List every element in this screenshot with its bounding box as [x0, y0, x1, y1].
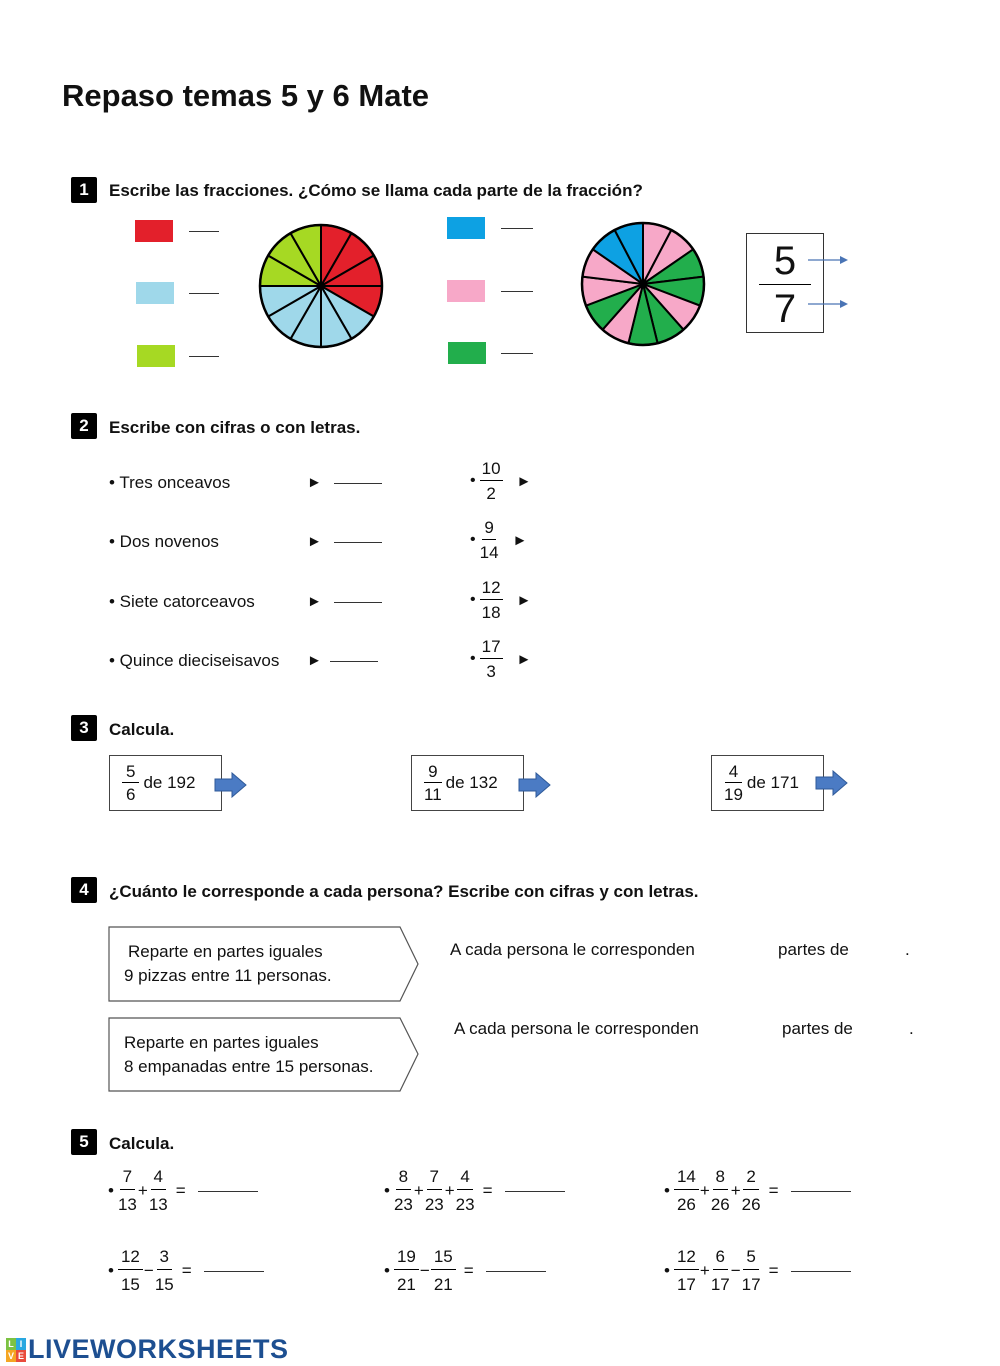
denominator: 13: [117, 1195, 137, 1214]
numerator: 7: [120, 1168, 135, 1190]
calc-text: de 192: [143, 773, 196, 792]
arrow-icon: ►: [307, 533, 322, 550]
denominator: 6: [126, 785, 136, 804]
denominator: 2: [486, 484, 496, 503]
operator: +: [444, 1180, 455, 1200]
answer-blank[interactable]: [791, 1270, 851, 1272]
fraction: [711, 1248, 730, 1293]
equals-sign: =: [463, 1260, 474, 1280]
numerator: 14: [674, 1168, 699, 1190]
bullet: •: [108, 1180, 114, 1200]
swatch-red: [135, 220, 173, 242]
equals-sign: =: [175, 1180, 186, 1200]
denominator: 21: [433, 1275, 453, 1294]
fraction: [394, 1248, 419, 1293]
fraction: [742, 1168, 761, 1213]
problem-text-line2: 9 pizzas entre 11 personas.: [124, 966, 332, 985]
bullet: •: [384, 1260, 390, 1280]
section-3-heading: Calcula.: [109, 720, 175, 739]
fraction: [674, 1168, 699, 1213]
fraction-operation: [384, 1248, 546, 1293]
bullet: •: [470, 472, 476, 489]
problem-callout-shape: [108, 1017, 420, 1095]
fraction: [431, 1248, 456, 1293]
swatch-lightblue: [136, 282, 174, 304]
section-4-heading: ¿Cuánto le corresponde a cada persona? Escribe con cifras y con letras.: [109, 882, 699, 901]
denominator: 17: [741, 1275, 761, 1294]
equals-sign: =: [768, 1260, 779, 1280]
bullet: •: [664, 1180, 670, 1200]
fraction-circle-1: [256, 220, 386, 352]
bullet: •: [384, 1180, 390, 1200]
page-title: Repaso temas 5 y 6 Mate: [62, 78, 430, 113]
swatch-green: [448, 342, 486, 364]
numerator: 5: [743, 1248, 758, 1270]
numerator: 5: [122, 763, 139, 783]
numerator: 6: [713, 1248, 728, 1270]
numerator: 12: [118, 1248, 143, 1270]
fraction: [674, 1248, 699, 1293]
fraction-item: [470, 460, 531, 502]
answer-blank-pink[interactable]: [501, 291, 533, 292]
example-fraction-bar: [759, 284, 811, 285]
answer-blank[interactable]: [334, 483, 382, 484]
numerator: 9: [424, 763, 441, 783]
bullet: •: [108, 1260, 114, 1280]
fraction-circle-2: [578, 218, 708, 350]
answer-blank[interactable]: [334, 542, 382, 543]
fraction: [425, 1168, 444, 1213]
problem-callout-shape: [108, 926, 420, 1004]
numerator: 4: [457, 1168, 472, 1190]
denominator: 15: [120, 1275, 140, 1294]
problem-text-line2: 8 empanadas entre 15 personas.: [124, 1057, 374, 1076]
numerator: 19: [394, 1248, 419, 1270]
numerator: 7: [427, 1168, 442, 1190]
numerator: 9: [482, 519, 495, 540]
arrow-icon: ►: [512, 531, 528, 549]
fraction: [742, 1248, 761, 1293]
bullet: •: [470, 650, 476, 667]
answer-sentence-c: .: [909, 1019, 914, 1038]
fraction-item: [470, 638, 531, 680]
arrow-icon: ►: [516, 650, 532, 668]
fraction-item: [470, 579, 531, 621]
example-numerator: 5: [773, 239, 797, 283]
answer-blank[interactable]: [204, 1270, 264, 1272]
numerator: 12: [480, 579, 503, 600]
swatch-blue: [447, 217, 485, 239]
denominator: 17: [676, 1275, 696, 1294]
arrow-icon: ►: [307, 652, 322, 669]
answer-sentence-c: .: [905, 940, 910, 959]
denominator: 18: [481, 603, 501, 622]
fraction: [118, 1248, 143, 1293]
answer-sentence-b: partes de: [782, 1019, 853, 1038]
section-4-number: 4: [71, 877, 97, 903]
denominator: 26: [676, 1195, 696, 1214]
answer-blank-blue[interactable]: [501, 228, 533, 229]
bullet: •: [664, 1260, 670, 1280]
section-3-number: 3: [71, 715, 97, 741]
denominator: 26: [710, 1195, 730, 1214]
arrow-icon: ►: [516, 472, 532, 490]
fraction-operation: [108, 1168, 258, 1213]
numerator: 8: [713, 1168, 728, 1190]
answer-blank-green[interactable]: [501, 353, 533, 354]
denominator: 13: [148, 1195, 168, 1214]
answer-blank-red[interactable]: [189, 231, 219, 232]
logo-text: LIVEWORKSHEETS: [28, 1334, 289, 1364]
fraction: [711, 1168, 730, 1213]
fraction-operation: [108, 1248, 264, 1293]
calc-box: [109, 755, 222, 811]
denominator: 3: [486, 662, 496, 681]
swatch-lime: [137, 345, 175, 367]
word-item: • Quince dieciseisavos: [109, 651, 280, 670]
word-item: • Tres onceavos: [109, 473, 231, 492]
arrow-icon: ►: [307, 593, 322, 610]
numerator: 4: [725, 763, 742, 783]
fraction-item: [470, 519, 527, 561]
denominator: 21: [396, 1275, 416, 1294]
liveworksheets-logo: [6, 1334, 289, 1365]
answer-blank[interactable]: [486, 1270, 546, 1272]
answer-blank[interactable]: [330, 661, 378, 662]
operator: −: [419, 1260, 430, 1280]
numerator: 10: [480, 460, 503, 481]
calc-text: de 171: [746, 773, 799, 792]
operator: +: [699, 1180, 710, 1200]
answer-blank[interactable]: [791, 1190, 851, 1192]
word-item: • Siete catorceavos: [109, 592, 255, 611]
numerator: 17: [480, 638, 503, 659]
fraction-operation: [384, 1168, 565, 1213]
arrow-icon: ►: [516, 591, 532, 609]
numerator: 15: [431, 1248, 456, 1270]
numerator: 2: [743, 1168, 758, 1190]
right-arrow-icon[interactable]: [214, 772, 248, 798]
fraction-operation: [664, 1168, 851, 1213]
right-arrow-icon[interactable]: [518, 772, 552, 798]
section-2-heading: Escribe con cifras o con letras.: [109, 418, 361, 437]
answer-sentence-a: A cada persona le corresponden: [454, 1019, 699, 1038]
section-1-number: 1: [71, 177, 97, 203]
problem-text-line1: Reparte en partes iguales: [124, 1033, 319, 1052]
numerator: 8: [396, 1168, 411, 1190]
operator: +: [730, 1180, 741, 1200]
denominator: 15: [154, 1275, 174, 1294]
equals-sign: =: [482, 1180, 493, 1200]
numerator: 3: [157, 1248, 172, 1270]
section-1-heading: Escribe las fracciones. ¿Cómo se llama cada parte de la fracción?: [109, 181, 643, 200]
arrow-icon: ►: [307, 474, 322, 491]
denominator: 23: [455, 1195, 475, 1214]
problem-text-line1: Reparte en partes iguales: [128, 942, 323, 961]
answer-sentence-a: A cada persona le corresponden: [450, 940, 695, 959]
swatch-pink: [447, 280, 485, 302]
example-denominator: 7: [773, 287, 797, 331]
denominator: 23: [393, 1195, 413, 1214]
answer-blank-lime[interactable]: [189, 356, 219, 357]
operator: +: [413, 1180, 424, 1200]
answer-blank[interactable]: [334, 602, 382, 603]
word-item: • Dos novenos: [109, 532, 219, 551]
denominator: 17: [710, 1275, 730, 1294]
answer-blank[interactable]: [505, 1190, 565, 1192]
equals-sign: =: [181, 1260, 192, 1280]
numerator: 4: [151, 1168, 166, 1190]
operator: −: [730, 1260, 741, 1280]
denominator: 23: [424, 1195, 444, 1214]
calc-box: [411, 755, 524, 811]
fraction: [394, 1168, 413, 1213]
denominator: 11: [424, 785, 442, 804]
answer-sentence-b: partes de: [778, 940, 849, 959]
fraction: [155, 1248, 174, 1293]
operator: +: [699, 1260, 710, 1280]
bullet: •: [470, 591, 476, 608]
answer-blank[interactable]: [198, 1190, 258, 1192]
fraction: [456, 1168, 475, 1213]
part-name-arrows: [806, 252, 850, 312]
answer-blank-lightblue[interactable]: [189, 293, 219, 294]
right-arrow-icon[interactable]: [815, 770, 849, 796]
section-2-number: 2: [71, 413, 97, 439]
calc-box: [711, 755, 824, 811]
denominator: 26: [741, 1195, 761, 1214]
operator: −: [143, 1260, 154, 1280]
logo-badge-icon: L I V E: [7, 1338, 24, 1361]
calc-text: de 132: [445, 773, 498, 792]
denominator: 19: [724, 785, 743, 804]
bullet: •: [470, 531, 476, 548]
section-5-heading: Calcula.: [109, 1134, 175, 1153]
numerator: 12: [674, 1248, 699, 1270]
fraction-operation: [664, 1248, 851, 1293]
section-5-number: 5: [71, 1129, 97, 1155]
fraction: [118, 1168, 137, 1213]
equals-sign: =: [768, 1180, 779, 1200]
denominator: 14: [479, 543, 499, 562]
fraction: [149, 1168, 168, 1213]
operator: +: [137, 1180, 148, 1200]
